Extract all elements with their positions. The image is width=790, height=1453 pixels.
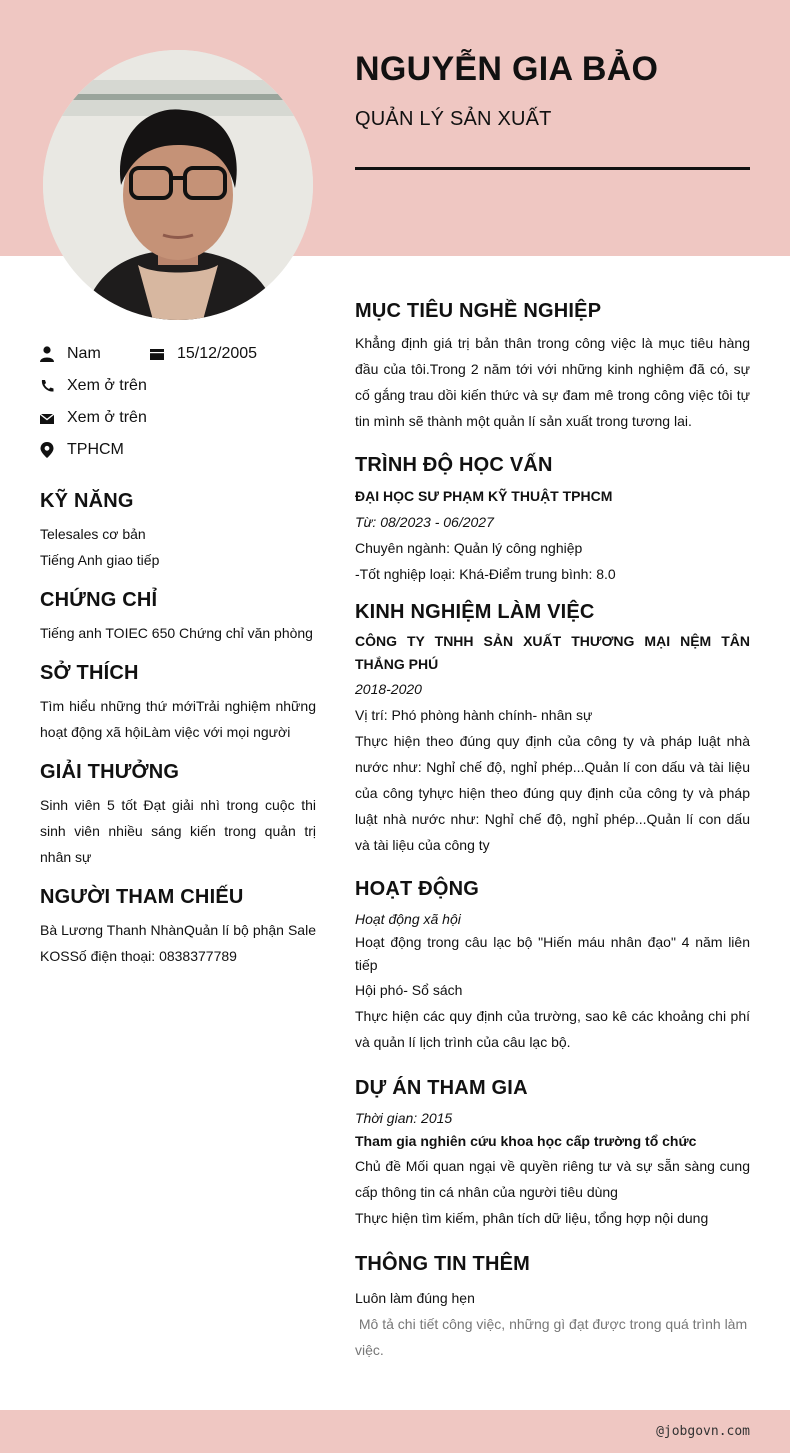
certificates-text: Tiếng anh TOIEC 650 Chứng chỉ văn phòng xyxy=(40,625,313,641)
hobbies-heading: SỞ THÍCH xyxy=(40,662,139,684)
additional-line1: Luôn làm đúng hẹn xyxy=(355,1290,475,1306)
projects-heading: DỰ ÁN THAM GIA xyxy=(355,1077,528,1099)
activities-heading: HOẠT ĐỘNG xyxy=(355,878,480,900)
info-birthdate xyxy=(150,345,257,363)
profile-photo xyxy=(43,50,313,320)
calendar-icon xyxy=(150,346,164,362)
skill-item: Tiếng Anh giao tiếp xyxy=(40,552,160,568)
hobbies-text: Tìm hiểu những thứ mớiTrải nghiệm những hoạt động xã hộiLàm việc với mọi người xyxy=(40,698,316,740)
gender-value: Nam xyxy=(67,345,101,362)
awards-heading: GIẢI THƯỞNG xyxy=(40,761,180,783)
activities-line2: Hội phó- Sổ sách xyxy=(355,982,463,998)
person-icon xyxy=(40,346,54,362)
objective-heading: MỤC TIÊU NGHỀ NGHIỆP xyxy=(355,300,602,322)
references-heading: NGƯỜI THAM CHIẾU xyxy=(40,886,244,908)
footer-watermark: @jobgovn.com xyxy=(656,1424,750,1439)
phone-value: Xem ở trên xyxy=(67,377,147,394)
projects-line2: Thực hiện tìm kiếm, phân tích dữ liệu, tổng hợp nội dung xyxy=(355,1210,709,1226)
awards-text: Sinh viên 5 tốt Đạt giải nhì trong cuộc thi sinh viên nhiều sáng kiến trong quản trị nhân sự xyxy=(40,797,316,865)
footer-band xyxy=(0,1410,790,1453)
additional-info-heading: THÔNG TIN THÊM xyxy=(355,1253,531,1275)
skills-heading: KỸ NĂNG xyxy=(40,490,134,512)
location-pin-icon xyxy=(40,442,54,458)
address-value: TPHCM xyxy=(67,441,124,458)
skills-list xyxy=(40,521,316,573)
info-gender xyxy=(40,345,150,363)
education-major: Chuyên ngành: Quản lý công nghiệp xyxy=(355,540,583,556)
activities-type: Hoạt động xã hội xyxy=(355,911,461,927)
experience-heading: KINH NGHIỆM LÀM VIỆC xyxy=(355,601,595,623)
activities-line1: Hoạt động trong câu lạc bộ "Hiến máu nhân đạo" 4 năm liên tiếp xyxy=(355,934,750,973)
additional-line2: Mô tả chi tiết công việc, những gì đạt được trong quá trình làm việc. xyxy=(355,1316,752,1358)
birthdate-value: 15/12/2005 xyxy=(177,345,258,362)
education-school: ĐẠI HỌC SƯ PHẠM KỸ THUẬT TPHCM xyxy=(355,488,613,504)
experience-period: 2018-2020 xyxy=(355,681,422,697)
references-text: Bà Lương Thanh NhànQuản lí bộ phận Sale KOSSố điện thoại: 0838377789 xyxy=(40,922,316,964)
info-phone xyxy=(40,370,316,402)
candidate-name: NGUYỄN GIA BẢO xyxy=(355,50,659,88)
info-email xyxy=(40,402,316,434)
education-grade: -Tốt nghiệp loại: Khá-Điểm trung bình: 8.0 xyxy=(355,566,616,582)
mail-icon xyxy=(40,410,54,426)
left-column xyxy=(40,338,316,969)
right-column xyxy=(355,300,750,1363)
title-divider xyxy=(355,167,750,170)
activities-line3: Thực hiện các quy định của trường, sao kê các khoảng chi phí và quản lí lịch trình của câu lạc bộ. xyxy=(355,1008,750,1050)
experience-position: Vị trí: Phó phòng hành chính- nhân sự xyxy=(355,707,593,723)
projects-line1: Chủ đề Mối quan ngại về quyền riêng tư và sự sẵn sàng cung cấp thông tin cá nhân của người tiêu dùng xyxy=(355,1158,750,1200)
objective-text: Khẳng định giá trị bản thân trong công việc là mục tiêu hàng đầu của tôi.Trong 2 năm tới với những kinh nghiệm đã có, sự cố gắng trau dồi kiến thức và sự đam mê trong công việc tôi tự tin mình sẽ thành một quản lí sản xuất trong tương lai. xyxy=(355,335,750,429)
experience-description: Thực hiện theo đúng quy định của công ty và pháp luật nhà nước như: Nghỉ chế độ, nghỉ phép...Quản lí con dấu và tài liệu của công tyhực hiện theo đúng quy định của công ty và pháp luật nhà nước như: Nghỉ chế độ, nghỉ phép...Quản lí con dấu và tài liệu của công ty xyxy=(355,733,750,853)
education-period: Từ: 08/2023 - 06/2027 xyxy=(355,514,494,530)
job-title: QUẢN LÝ SẢN XUẤT xyxy=(355,108,552,130)
experience-company: CÔNG TY TNHH SẢN XUẤT THƯƠNG MẠI NỆM TÂN THẮNG PHÚ xyxy=(355,633,750,672)
projects-name: Tham gia nghiên cứu khoa học cấp trường tổ chức xyxy=(355,1133,697,1149)
education-heading: TRÌNH ĐỘ HỌC VẤN xyxy=(355,454,553,476)
info-row-gender-birthdate xyxy=(40,338,316,370)
certificates-heading: CHỨNG CHỈ xyxy=(40,589,158,611)
skill-item: Telesales cơ bản xyxy=(40,526,146,542)
info-address xyxy=(40,434,316,466)
projects-time: Thời gian: 2015 xyxy=(355,1110,453,1126)
email-value: Xem ở trên xyxy=(67,409,147,426)
phone-icon xyxy=(40,378,54,394)
avatar xyxy=(43,50,313,320)
